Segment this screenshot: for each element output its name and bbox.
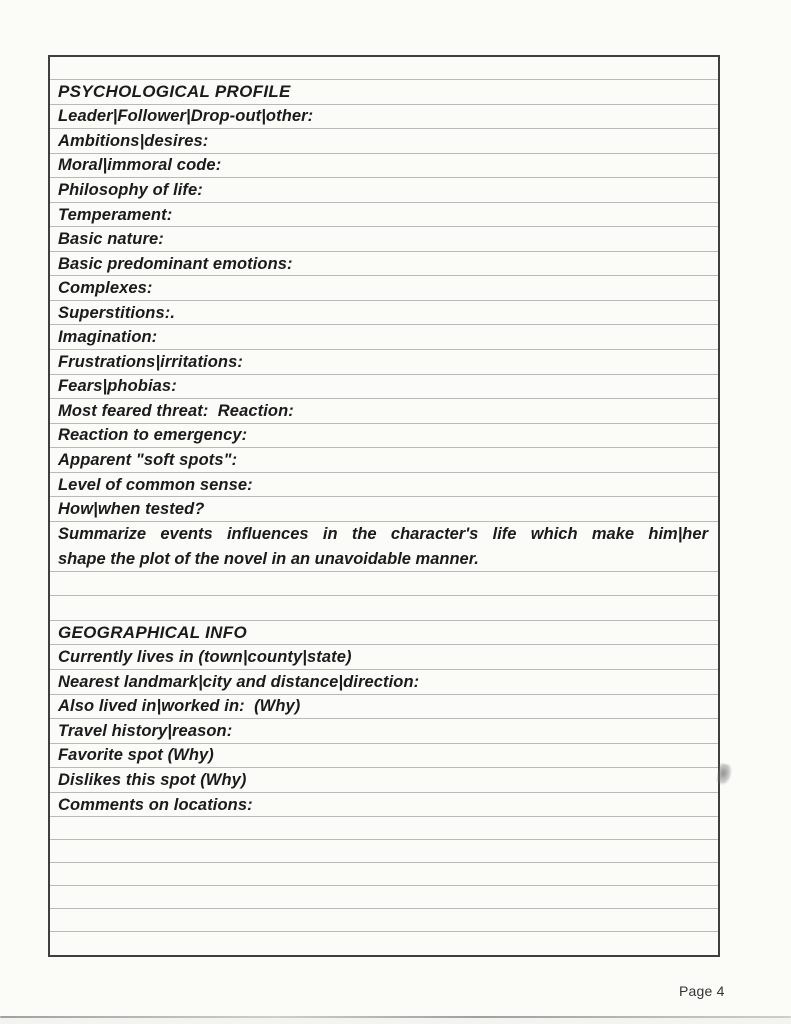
field-label: Nearest landmark|city and distance|direction: (58, 672, 420, 691)
field-label: Leader|Follower|Drop-out|other: (58, 107, 314, 126)
field-label: Complexes: (58, 279, 153, 298)
field-row (50, 719, 718, 744)
empty-row (50, 596, 718, 621)
section-title: PSYCHOLOGICAL PROFILE (58, 82, 291, 102)
field-row (50, 227, 718, 252)
field-row (50, 276, 718, 301)
field-label: Level of common sense: (58, 475, 253, 494)
field-label: Apparent "soft spots": (58, 450, 238, 469)
field-label: Dislikes this spot (Why) (58, 770, 247, 789)
field-row (50, 154, 718, 179)
field-label: Currently lives in (town|county|state) (58, 648, 352, 667)
field-row (50, 670, 718, 695)
field-label: Temperament: (58, 205, 173, 224)
empty-row (50, 909, 718, 932)
field-row (50, 301, 718, 326)
paragraph-line: shape the plot of the novel in an unavoidable manner. (58, 549, 479, 568)
section-header-row (50, 80, 718, 105)
empty-row (50, 817, 718, 840)
field-row (50, 252, 718, 277)
field-label: Comments on locations: (58, 795, 253, 814)
scan-edge-strip-artifact (0, 1018, 791, 1024)
field-row (50, 129, 718, 154)
field-label: Reaction to emergency: (58, 426, 248, 445)
empty-row (50, 840, 718, 863)
empty-row (50, 57, 718, 80)
field-row (50, 768, 718, 793)
field-row (50, 448, 718, 473)
field-label: Fears|phobias: (58, 377, 177, 396)
field-row (50, 473, 718, 498)
field-label: Frustrations|irritations: (58, 352, 243, 371)
field-label: Travel history|reason: (58, 721, 233, 740)
field-row (50, 325, 718, 350)
field-row (50, 645, 718, 670)
field-row (50, 793, 718, 818)
empty-row (50, 863, 718, 886)
empty-row (50, 572, 718, 597)
scan-smudge-artifact (716, 763, 733, 786)
field-label: Favorite spot (Why) (58, 746, 214, 765)
section-header-row (50, 621, 718, 646)
field-row (50, 399, 718, 424)
field-label: Basic predominant emotions: (58, 254, 293, 273)
field-row (50, 424, 718, 449)
field-label: Superstitions:. (58, 303, 176, 322)
section-title: GEOGRAPHICAL INFO (58, 623, 247, 643)
field-row (50, 203, 718, 228)
field-row (50, 497, 718, 522)
empty-row (50, 886, 718, 909)
empty-row (50, 932, 718, 955)
field-row (50, 695, 718, 720)
page-number: Page 4 (679, 983, 725, 999)
field-label: Philosophy of life: (58, 180, 203, 199)
field-row (50, 744, 718, 769)
field-label: Ambitions|desires: (58, 131, 209, 150)
field-label: Moral|immoral code: (58, 156, 222, 175)
field-label: How|when tested? (58, 500, 205, 519)
paragraph-line: Summarize events influences in the character's life which make him|her (58, 524, 708, 543)
field-label: Basic nature: (58, 230, 164, 249)
paragraph-row (50, 522, 718, 572)
field-row (50, 375, 718, 400)
field-row (50, 105, 718, 130)
character-profile-form-table (48, 55, 720, 957)
field-row (50, 350, 718, 375)
field-label: Also lived in|worked in: (Why) (58, 697, 301, 716)
field-row (50, 178, 718, 203)
field-label: Most feared threat: Reaction: (58, 401, 294, 420)
field-label: Imagination: (58, 328, 158, 347)
